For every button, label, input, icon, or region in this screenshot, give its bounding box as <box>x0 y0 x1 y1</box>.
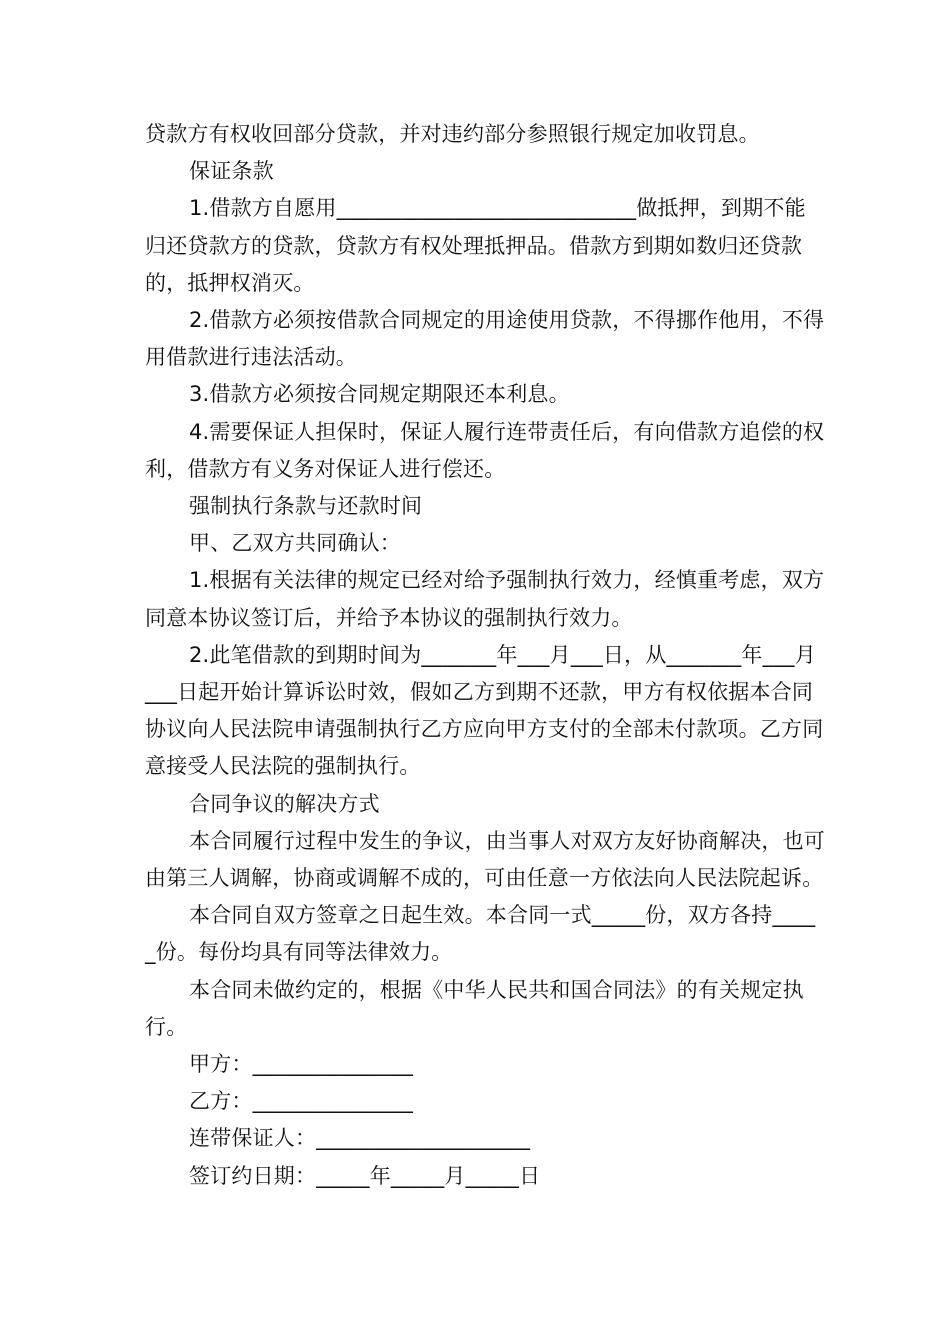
paragraph-enforcement-1: 1.根据有关法律的规定已经对给予强制执行效力，经慎重考虑，双方同意本协议签订后，并给予本协议的强制执行效力。 <box>145 568 825 630</box>
paragraph-governing-law: 本合同未做约定的，根据《中华人民共和国合同法》的有关规定执行。 <box>145 977 804 1039</box>
paragraph-effectiveness: 本合同自双方签章之日起生效。本合同一式_____份，双方各持_____份。每份均具有同等法律效力。 <box>145 903 816 965</box>
paragraph-enforcement-2: 2.此笔借款的到期时间为_______年___月___日，从_______年___月___日起开始计算诉讼时效，假如乙方到期不还款，甲方有权依据本合同协议向人民法院申请强制执行乙方应向甲方支付的全部未付款项。乙方同意接受人民法院的强制执行。 <box>145 642 824 779</box>
paragraph-joint-confirmation: 甲、乙双方共同确认： <box>189 531 401 556</box>
heading-guarantee-terms: 保证条款 <box>189 159 274 184</box>
signature-party-b: 乙方：_______________ <box>189 1089 414 1114</box>
paragraph-guarantee-1: 1.借款方自愿用____________________________做抵押，到期不能归还贷款方的贷款，贷款方有权处理抵押品。借款方到期如数归还贷款的，抵押权消灭。 <box>145 196 806 295</box>
signature-guarantor: 连带保证人：____________________ <box>189 1126 531 1151</box>
paragraph-guarantee-3: 3.借款方必须按合同规定期限还本利息。 <box>189 382 570 407</box>
paragraph-guarantee-2: 2.借款方必须按借款合同规定的用途使用贷款，不得挪作他用，不得用借款进行违法活动。 <box>145 308 825 370</box>
paragraph-dispute-resolution: 本合同履行过程中发生的争议，由当事人对双方友好协商解决，也可由第三人调解，协商或调解不成的，可由任意一方依法向人民法院起诉。 <box>145 828 825 891</box>
paragraph-penalty-interest: 贷款方有权收回部分贷款，并对违约部分参照银行规定加收罚息。 <box>145 122 760 146</box>
document-body <box>145 116 825 1195</box>
signature-party-a: 甲方：_______________ <box>189 1052 414 1077</box>
heading-enforcement-terms: 强制执行条款与还款时间 <box>189 494 423 519</box>
heading-dispute-resolution: 合同争议的解决方式 <box>189 791 380 816</box>
signature-date: 签订约日期：_____年_____月_____日 <box>189 1163 541 1188</box>
paragraph-guarantee-4: 4.需要保证人担保时，保证人履行连带责任后，有向借款方追偿的权利，借款方有义务对保证人进行偿还。 <box>145 419 825 481</box>
